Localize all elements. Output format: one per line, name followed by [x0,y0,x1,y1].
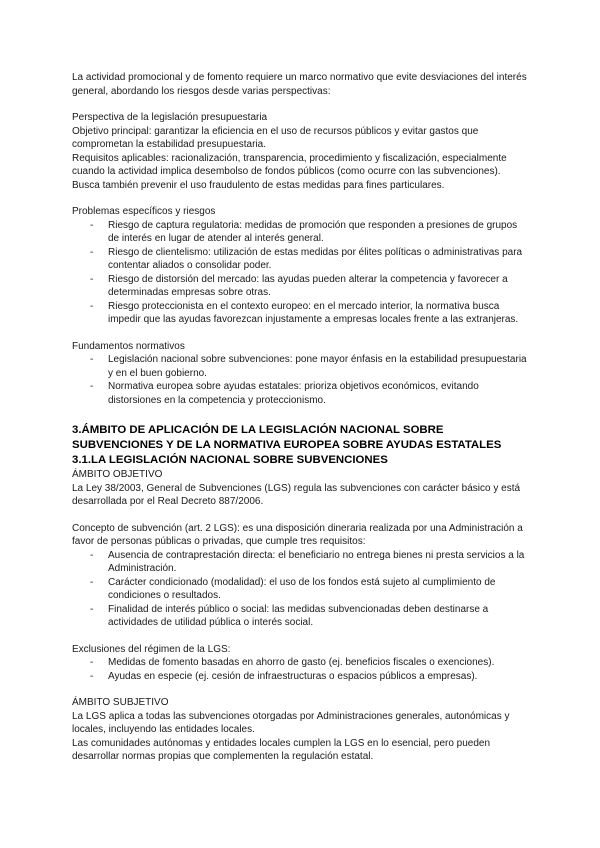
list-item: - Finalidad de interés público o social: las medidas subvencionadas deben destinarse a actividades de utilidad pública o interés social. [108,603,530,630]
concepto-paragraph: Concepto de subvención (art. 2 LGS): es una disposición dineraria realizada por una Administración a favor de personas públicas o privadas, que cumple tres requisitos: [72,522,523,547]
list-item: - Riesgo de captura regulatoria: medidas de promoción que responden a presiones de grupos de interés en lugar de atender al interés general. [108,219,530,246]
ambito-subjetivo-paragraph-2: Las comunidades autónomas y entidades locales cumplen la LGS en lo esencial, pero pueden desarrollar normas propias que complementen la regulación estatal. [72,737,491,762]
intro-paragraph: La actividad promocional y de fomento requiere un marco normativo que evite desviaciones del interés general, abordando los riesgos desde varias perspectivas: [72,72,527,97]
list-item: - Riesgo de clientelismo: utilización de estas medidas por élites políticas o administrativas para contentar aliados o consolidar poder. [108,246,530,273]
ambito-subjetivo-paragraph-1: La LGS aplica a todas las subvenciones otorgadas por Administraciones generales, autonómicas y locales, incluyendo las entidades locales. [72,710,510,735]
list-item: - Medidas de fomento basadas en ahorro de gasto (ej. beneficios fiscales o exenciones). [108,656,530,670]
list-item: - Riesgo proteccionista en el contexto europeo: en el mercado interior, la normativa busca impedir que las ayudas favorezcan injustamente a empresas locales frente a las extranjeras. [108,300,530,327]
list-item: - Ayudas en especie (ej. cesión de infraestructuras o espacios públicos a empresas). [108,670,530,684]
perspectiva-heading: Perspectiva de la legislación presupuestaria [72,112,268,123]
list-item: - Carácter condicionado (modalidad): el uso de los fondos está sujeto al cumplimiento de condiciones o resultados. [108,576,530,603]
list-item: - Legislación nacional sobre subvenciones: pone mayor énfasis en la estabilidad presupuestaria y en el buen gobierno. [108,353,530,380]
ambito-subjetivo-heading: ÁMBITO SUBJETIVO [72,697,169,708]
objetivo-paragraph: Objetivo principal: garantizar la eficiencia en el uso de recursos públicos y evitar gastos que comprometan la estabilidad presupuestaria. [72,125,479,150]
list-item: - Ausencia de contraprestación directa: el beneficiario no entrega bienes ni presta servicios a la Administración. [108,549,530,576]
exclusiones-heading: Exclusiones del régimen de la LGS: [72,643,231,655]
list-item: - Normativa europea sobre ayudas estatales: prioriza objetivos económicos, evitando distorsiones en la competencia y proteccionismo. [108,380,530,407]
section-3-title: 3.ÁMBITO DE APLICACIÓN DE LA LEGISLACIÓN NACIONAL SOBRE SUBVENCIONES Y DE LA NORMATIVA EUROPEA SOBRE AYUDAS ESTATALES [72,424,502,451]
section-3-1-title: 3.1.LA LEGISLACIÓN NACIONAL SOBRE SUBVENCIONES [72,454,388,466]
problemas-heading: Problemas específicos y riesgos [72,206,216,217]
exclusiones-list [72,656,530,683]
ambito-objetivo-paragraph: La Ley 38/2003, General de Subvenciones (LGS) regula las subvenciones con carácter básico y está desarrollada por el Real Decreto 887/2006. [72,482,521,507]
problemas-list [72,219,530,327]
fundamentos-heading: Fundamentos normativos [72,340,185,352]
busca-paragraph: Busca también prevenir el uso fraudulento de estas medidas para fines particulares. [72,179,445,191]
list-item: - Riesgo de distorsión del mercado: las ayudas pueden alterar la competencia y favorecer a determinadas empresas sobre otras. [108,273,530,300]
ambito-objetivo-heading: ÁMBITO OBJETIVO [72,469,163,480]
requisitos-paragraph: Requisitos aplicables: racionalización, transparencia, procedimiento y fiscalización, especialmente cuando la actividad implica desembolso de fondos públicos (como ocurre con las subvenciones). [72,152,507,177]
concepto-list [72,549,530,630]
fundamentos-list [72,353,530,407]
